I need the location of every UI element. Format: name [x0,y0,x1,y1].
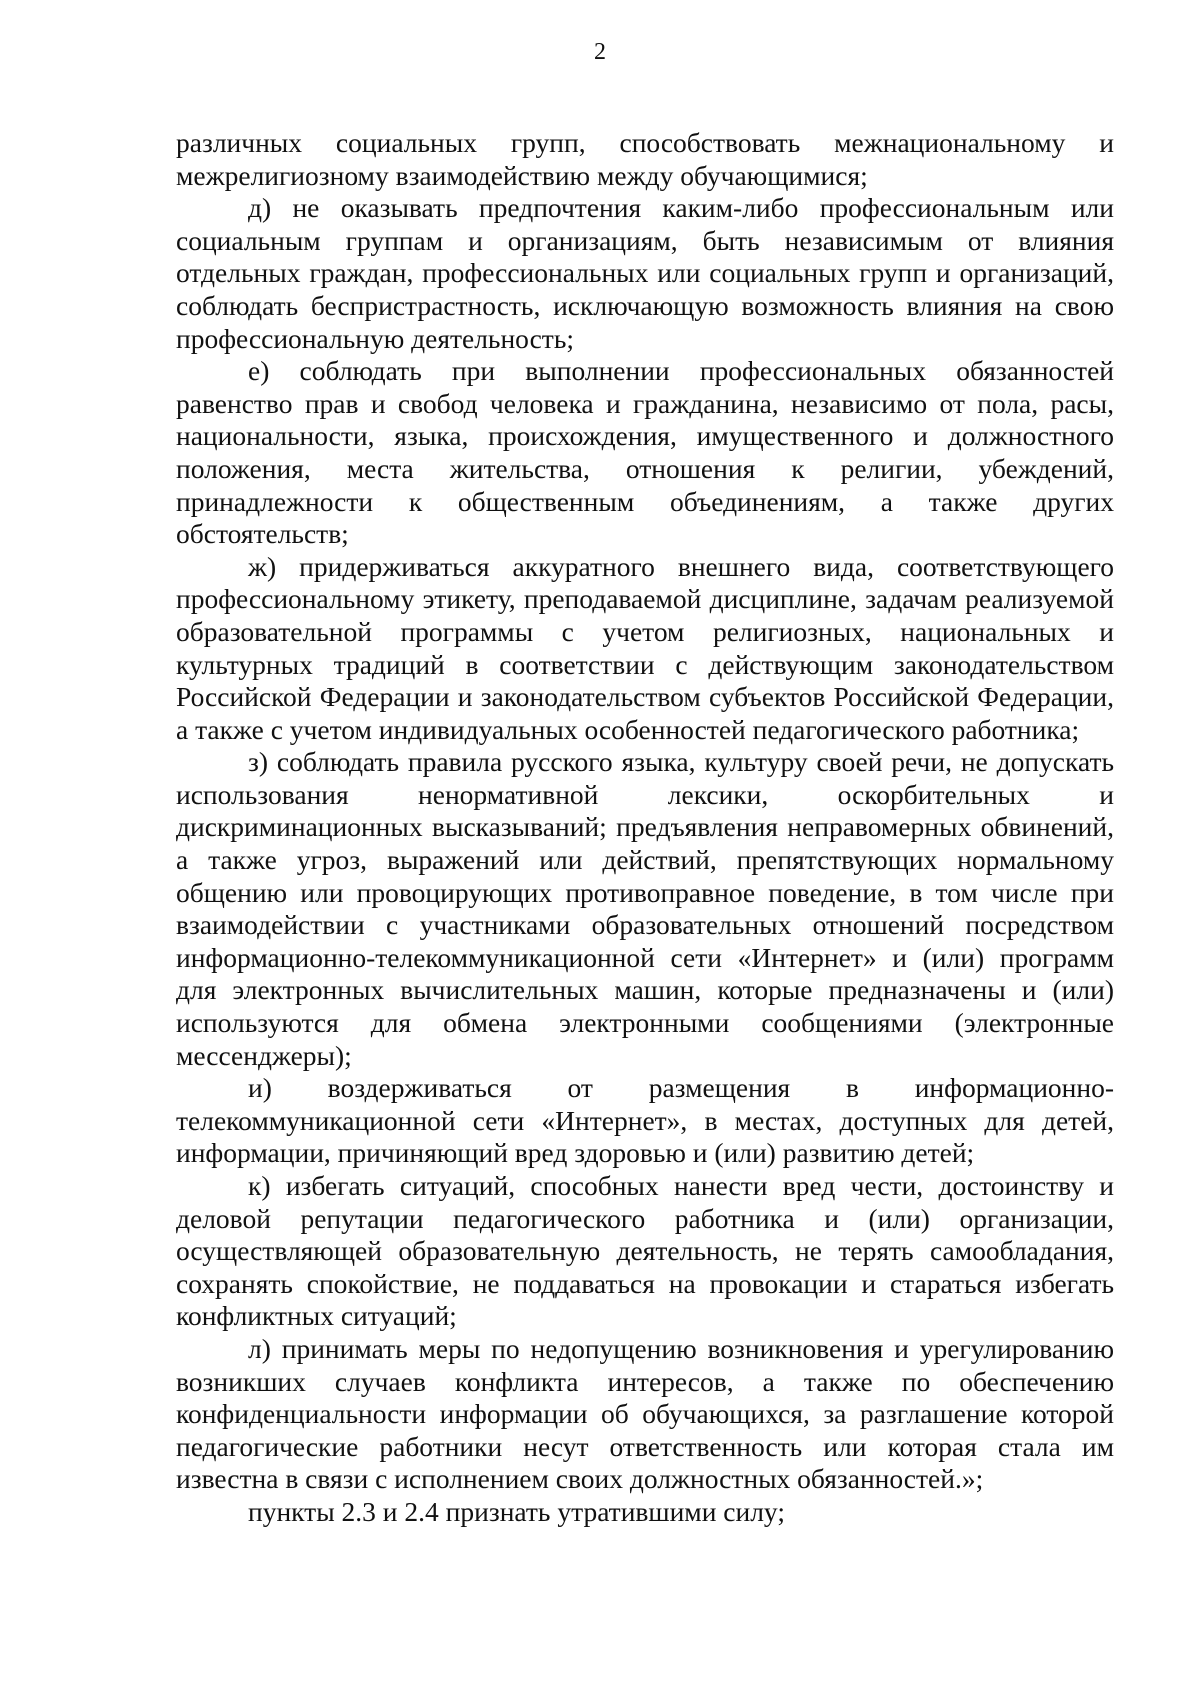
paragraph-continuation: различных социальных групп, способствовать межнациональному и межрелигиозному взаимодействию между обучающимися; [176,127,1114,191]
paragraph-item-l: л) принимать меры по недопущению возникновения и урегулированию возникших случаев конфликта интересов, а также по обеспечению конфиденциальности информации об обучающихся, за разглашение которой педагогические работники несут ответственность или которая стала им известна в связи с исполнением своих должностных обязанностей.»; [176,1332,1114,1495]
paragraph-item-z: з) соблюдать правила русского языка, культуру своей речи, не допускать использования ненормативной лексики, оскорбительных и дискриминационных высказываний; предъявления неправомерных обвинений, а также угроз, выражений или действий, препятствующих нормальному общению или провоцирующих противоправное поведение, в том числе при взаимодействии с участниками образовательных отношений посредством информационно-телекоммуникационной сети «Интернет» и (или) программ для электронных вычислительных машин, которые предназначены и (или) используются для обмена электронными сообщениями (электронные мессенджеры); [176,746,1114,1071]
page-number: 2 [594,39,606,65]
paragraph-item-e: е) соблюдать при выполнении профессиональных обязанностей равенство прав и свобод человека и гражданина, независимо от пола, расы, национальности, языка, происхождения, имущественного и должностного положения, места жительства, отношения к религии, убеждений, принадлежности к общественным объединениям, а также других обстоятельств; [176,355,1114,550]
paragraph-item-zh: ж) придерживаться аккуратного внешнего вида, соответствующего профессиональному этикету, преподаваемой дисциплине, задачам реализуемой образовательной программы с учетом религиозных, национальных и культурных традиций в соответствии с действующим законодательством Российской Федерации и законодательством субъектов Российской Федерации, а также с учетом индивидуальных особенностей педагогического работника; [176,550,1114,745]
paragraph-item-d: д) не оказывать предпочтения каким-либо профессиональным или социальным группам и организациям, быть независимым от влияния отдельных граждан, профессиональных или социальных групп и организаций, соблюдать беспристрастность, исключающую возможность влияния на свою профессиональную деятельность; [176,192,1114,354]
document-body [176,127,1114,1529]
paragraph-points-repealed: пункты 2.3 и 2.4 признать утратившими силу; [248,1495,785,1527]
paragraph-item-i: и) воздерживаться от размещения в информационно-телекоммуникационной сети «Интернет», в местах, доступных для детей, информации, причиняющий вред здоровью и (или) развитию детей; [176,1072,1114,1169]
paragraph-item-k: к) избегать ситуаций, способных нанести вред чести, достоинству и деловой репутации педагогического работника и (или) организации, осуществляющей образовательную деятельность, не терять самообладания, сохранять спокойствие, не поддаваться на провокации и стараться избегать конфликтных ситуаций; [176,1170,1114,1332]
